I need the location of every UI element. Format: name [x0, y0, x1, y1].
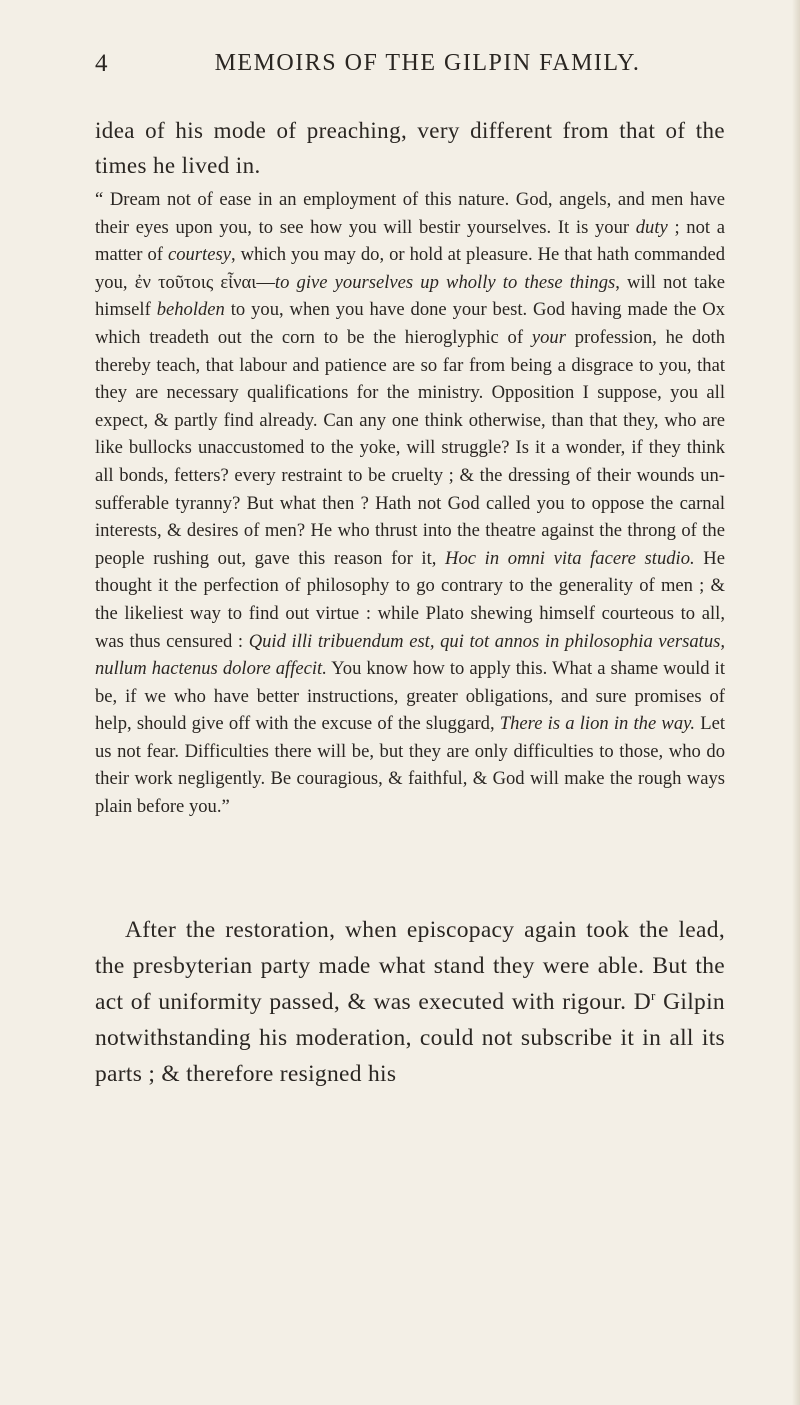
- sermon-quotation: [95, 186, 725, 821]
- body-text: After the restoration, when episcopacy again took the lead, the presbyterian party made what stand they were able. But the act of uniformity passed, & was executed with rigour. D: [95, 917, 725, 1015]
- quote-text: , which you may do, or hold at pleasure. He that hath commanded you,: [95, 244, 725, 293]
- quote-text: He thought it the perfection of philosophy to go contrary to the generality of men ; & the likeliest way to find out virtue : while Plato shewing himself courteous to all, was thus censured :: [95, 547, 725, 652]
- quote-text: You know how to apply this. What a shame would it be, if we who have better instructions, greater obligations, and sure promises of help, should give off with the excuse of the sluggard,: [95, 658, 725, 735]
- body-text: Gilpin notwithstanding his moderation, could not subscribe it in all its parts ; & therefore resigned his: [95, 989, 725, 1087]
- dr-superscript: r: [651, 987, 656, 1003]
- running-title: MEMOIRS OF THE GILPIN FAMILY.: [214, 50, 641, 76]
- quote-text: ; not a matter of: [95, 216, 725, 266]
- quote-emphasis-courtesy: courtesy: [167, 244, 231, 266]
- quote-text: profession, he doth thereby teach, that labour and patience are so far from being a disgrace to you, that they are necessary qualifications for the ministry. Opposition I suppose, you all expect, & partly find already. Can any one think otherwise, than that they, who are like bullocks unaccustomed to the yoke, will struggle? Is it a wonder, if they think all bonds, fetters? every restraint to be cruelty ; & the dressing of their wounds un-sufferable tyranny? But what then ? Hath not God called you to oppose the carnal interests, & desires of men? He who thrust into the theatre against the throng of the people rushing out, gave this reason for it,: [95, 326, 725, 569]
- quote-dash: —: [256, 271, 275, 293]
- restoration-paragraph: [95, 912, 725, 1092]
- quote-text: , will not take himself: [95, 271, 726, 321]
- latin-quotation-1: Hoc in omni vita facere studio.: [445, 547, 695, 569]
- page-edge-shadow: [792, 0, 800, 1405]
- quote-text: Let us not fear. Difficulties there will be, but they are only difficulties to those, who do their work negligently. Be couragious, & faithful, & God will make the rough ways plain before you.”: [95, 713, 725, 818]
- page-number: 4: [95, 50, 108, 77]
- greek-phrase: ἐν τοῦτοις εἶναι: [134, 271, 257, 293]
- quote-text: to you, when you have done your best. God having made the Ox which treadeth out the corn to be the hieroglyphic of: [95, 299, 726, 348]
- quote-emphasis-beholden: beholden: [156, 299, 225, 321]
- latin-quotation-2: Quid illi tribuendum est, qui tot annos in philosophia versatus, nullum hactenus dolore affecit.: [95, 630, 726, 680]
- quote-emphasis-your: your: [531, 326, 566, 348]
- page-header: [95, 50, 720, 86]
- intro-paragraph: idea of his mode of preaching, very different from that of the times he lived in.: [95, 118, 725, 178]
- greek-gloss: to give yourselves up wholly to these things: [274, 271, 616, 293]
- quote-text: “ Dream not of ease in an employment of this nature. God, angels, and men have their eyes upon you, to see how you will bestir yourselves. It is your: [95, 189, 725, 238]
- quote-emphasis-duty: duty: [635, 216, 668, 238]
- scripture-quotation: There is a lion in the way.: [499, 713, 696, 735]
